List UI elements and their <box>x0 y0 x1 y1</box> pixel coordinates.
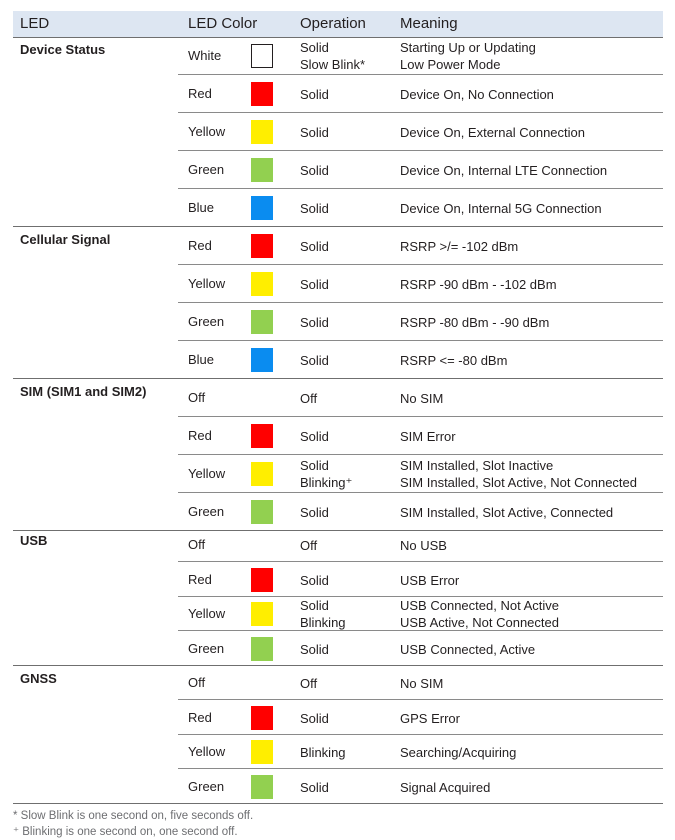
operation-text: Blinking⁺ <box>300 475 353 490</box>
header-meaning: Meaning <box>400 15 458 32</box>
led-color-label: Yellow <box>188 276 226 291</box>
meaning-text: SIM Error <box>400 429 456 444</box>
led-color-label: Off <box>188 537 206 552</box>
header-operation: Operation <box>300 15 366 32</box>
led-color-label: Red <box>188 571 212 587</box>
meaning-cell <box>400 390 443 407</box>
led-group-2 <box>13 379 663 531</box>
led-color-swatch <box>251 500 273 524</box>
meaning-text: Device On, External Connection <box>400 125 585 140</box>
operation-text: Solid <box>300 353 329 368</box>
meaning-text: USB Error <box>400 572 460 588</box>
operation-text: Off <box>300 538 318 553</box>
led-color-label: Green <box>188 504 225 519</box>
operation-text: Solid <box>300 239 329 254</box>
meaning-text: Starting Up or Updating <box>400 40 536 55</box>
meaning-cell <box>400 276 557 293</box>
led-color-label: Blue <box>188 200 215 215</box>
operation-cell <box>300 457 352 491</box>
operation-text: Solid <box>300 201 329 216</box>
operation-text: Solid <box>300 458 329 473</box>
operation-text: Solid <box>300 87 329 102</box>
operation-cell <box>300 641 329 658</box>
led-color-label: Off <box>188 675 206 690</box>
table-row <box>178 769 663 804</box>
led-color-swatch <box>251 462 273 486</box>
operation-text: Blinking <box>300 745 346 760</box>
led-color-swatch <box>251 706 273 730</box>
meaning-text: Searching/Acquiring <box>400 745 517 760</box>
meaning-text: Device On, Internal 5G Connection <box>400 201 602 216</box>
led-color-label: Yellow <box>188 124 226 139</box>
meaning-text: SIM Installed, Slot Inactive <box>400 458 554 473</box>
led-color-label: Red <box>188 428 212 443</box>
operation-cell <box>300 200 329 217</box>
table-row <box>178 75 663 113</box>
table-row <box>178 189 663 227</box>
table-row <box>178 265 663 303</box>
group-name: USB <box>20 533 48 548</box>
meaning-text: USB Connected, Active <box>400 641 536 657</box>
led-color-swatch <box>251 568 273 592</box>
led-color-swatch <box>251 272 273 296</box>
operation-cell <box>300 39 365 73</box>
operation-text: Slow Blink* <box>300 57 366 72</box>
table-row <box>178 493 663 531</box>
operation-text: Solid <box>300 315 329 330</box>
meaning-text: No SIM <box>400 391 444 406</box>
group-name: Cellular Signal <box>20 232 111 247</box>
meaning-cell <box>400 779 490 796</box>
led-color-swatch <box>251 424 273 448</box>
operation-cell <box>300 675 317 692</box>
operation-cell <box>300 537 317 554</box>
led-color-swatch <box>251 44 273 68</box>
header-led-color: LED Color <box>188 15 258 32</box>
meaning-text: Device On, Internal LTE Connection <box>400 163 608 178</box>
operation-text: Solid <box>300 710 329 726</box>
meaning-text: USB Active, Not Connected <box>400 615 559 630</box>
led-color-label: White <box>188 48 222 63</box>
meaning-text: GPS Error <box>400 710 460 726</box>
led-color-swatch <box>251 120 273 144</box>
operation-text: Solid <box>300 125 329 140</box>
group-name: GNSS <box>20 671 57 686</box>
led-color-label: Green <box>188 162 225 177</box>
led-color-swatch <box>251 158 273 182</box>
meaning-cell <box>400 572 459 589</box>
table-row <box>178 597 663 631</box>
meaning-cell <box>400 238 518 255</box>
table-row <box>178 151 663 189</box>
table-row <box>178 37 663 75</box>
meaning-cell <box>400 457 637 491</box>
operation-text: Solid <box>300 505 329 520</box>
meaning-cell <box>400 537 447 554</box>
operation-text: Solid <box>300 598 329 613</box>
operation-cell <box>300 744 346 761</box>
meaning-cell <box>400 162 607 179</box>
meaning-cell <box>400 504 613 521</box>
operation-text: Solid <box>300 429 329 444</box>
operation-text: Off <box>300 391 318 406</box>
led-color-swatch <box>251 637 273 661</box>
led-color-swatch <box>251 82 273 106</box>
led-color-swatch <box>251 310 273 334</box>
operation-cell <box>300 572 329 589</box>
led-group-3 <box>13 528 663 666</box>
table-row <box>178 700 663 735</box>
led-color-label: Blue <box>188 352 215 367</box>
operation-text: Off <box>300 676 318 691</box>
led-color-label: Off <box>188 390 206 405</box>
table-row <box>178 417 663 455</box>
meaning-text: RSRP <= -80 dBm <box>400 353 508 368</box>
operation-cell <box>300 124 329 141</box>
meaning-cell <box>400 124 585 141</box>
led-color-label: Red <box>188 86 212 101</box>
led-group-1 <box>13 227 663 379</box>
meaning-text: RSRP >/= -102 dBm <box>400 239 519 254</box>
led-color-label: Yellow <box>188 606 226 621</box>
meaning-text: Device On, No Connection <box>400 87 554 102</box>
led-color-label: Green <box>188 778 225 794</box>
operation-text: Solid <box>300 40 329 55</box>
footnote-blinking: ⁺ Blinking is one second on, one second off. <box>13 826 238 838</box>
meaning-text: No SIM <box>400 676 444 691</box>
table-row <box>178 562 663 597</box>
meaning-text: USB Connected, Not Active <box>400 598 559 613</box>
table-row <box>178 666 663 700</box>
meaning-cell <box>400 86 554 103</box>
operation-cell <box>300 352 329 369</box>
group-name: Device Status <box>20 42 106 57</box>
meaning-cell <box>400 710 460 727</box>
group-name: SIM (SIM1 and SIM2) <box>20 384 147 399</box>
operation-cell <box>300 86 329 103</box>
table-row <box>178 735 663 769</box>
table-row <box>178 113 663 151</box>
led-color-label: Green <box>188 314 225 329</box>
footnote-slow-blink: * Slow Blink is one second on, five seconds off. <box>13 810 254 822</box>
operation-cell <box>300 390 317 407</box>
meaning-text: No USB <box>400 538 447 553</box>
operation-cell <box>300 779 329 796</box>
meaning-cell <box>400 675 443 692</box>
led-color-swatch <box>251 740 273 764</box>
led-color-swatch <box>251 196 273 220</box>
operation-text: Solid <box>300 779 329 795</box>
header-led: LED <box>20 15 50 32</box>
table-row <box>178 227 663 265</box>
table-row <box>178 455 663 493</box>
meaning-text: SIM Installed, Slot Active, Connected <box>400 505 614 520</box>
operation-text: Blinking <box>300 615 346 630</box>
led-color-label: Yellow <box>188 744 226 759</box>
led-color-label: Red <box>188 238 212 253</box>
led-group-4 <box>13 666 663 804</box>
meaning-text: Low Power Mode <box>400 57 501 72</box>
meaning-cell <box>400 641 535 658</box>
led-color-swatch <box>251 348 273 372</box>
meaning-text: RSRP -90 dBm - -102 dBm <box>400 277 557 292</box>
group-divider <box>13 803 663 804</box>
table-row <box>178 528 663 562</box>
table-header <box>13 11 663 38</box>
meaning-text: RSRP -80 dBm - -90 dBm <box>400 315 550 330</box>
table-row <box>178 379 663 417</box>
operation-cell <box>300 504 329 521</box>
operation-cell <box>300 428 329 445</box>
meaning-cell <box>400 352 507 369</box>
operation-cell <box>300 710 329 727</box>
operation-text: Solid <box>300 572 329 588</box>
meaning-text: Signal Acquired <box>400 779 491 795</box>
meaning-cell <box>400 39 536 73</box>
led-color-swatch <box>251 775 273 799</box>
meaning-cell <box>400 200 602 217</box>
meaning-text: SIM Installed, Slot Active, Not Connected <box>400 475 638 490</box>
meaning-cell <box>400 314 549 331</box>
operation-cell <box>300 597 346 631</box>
led-color-label: Green <box>188 640 225 656</box>
table-row <box>178 341 663 379</box>
meaning-cell <box>400 744 516 761</box>
operation-text: Solid <box>300 641 329 657</box>
led-color-label: Yellow <box>188 466 226 481</box>
table-row <box>178 631 663 666</box>
operation-cell <box>300 162 329 179</box>
operation-cell <box>300 314 329 331</box>
operation-text: Solid <box>300 163 329 178</box>
meaning-cell <box>400 428 456 445</box>
operation-cell <box>300 276 329 293</box>
operation-text: Solid <box>300 277 329 292</box>
operation-cell <box>300 238 329 255</box>
led-color-label: Red <box>188 709 212 725</box>
led-color-swatch <box>251 234 273 258</box>
meaning-cell <box>400 597 559 631</box>
led-group-0 <box>13 37 663 227</box>
table-row <box>178 303 663 341</box>
led-color-swatch <box>251 602 273 626</box>
